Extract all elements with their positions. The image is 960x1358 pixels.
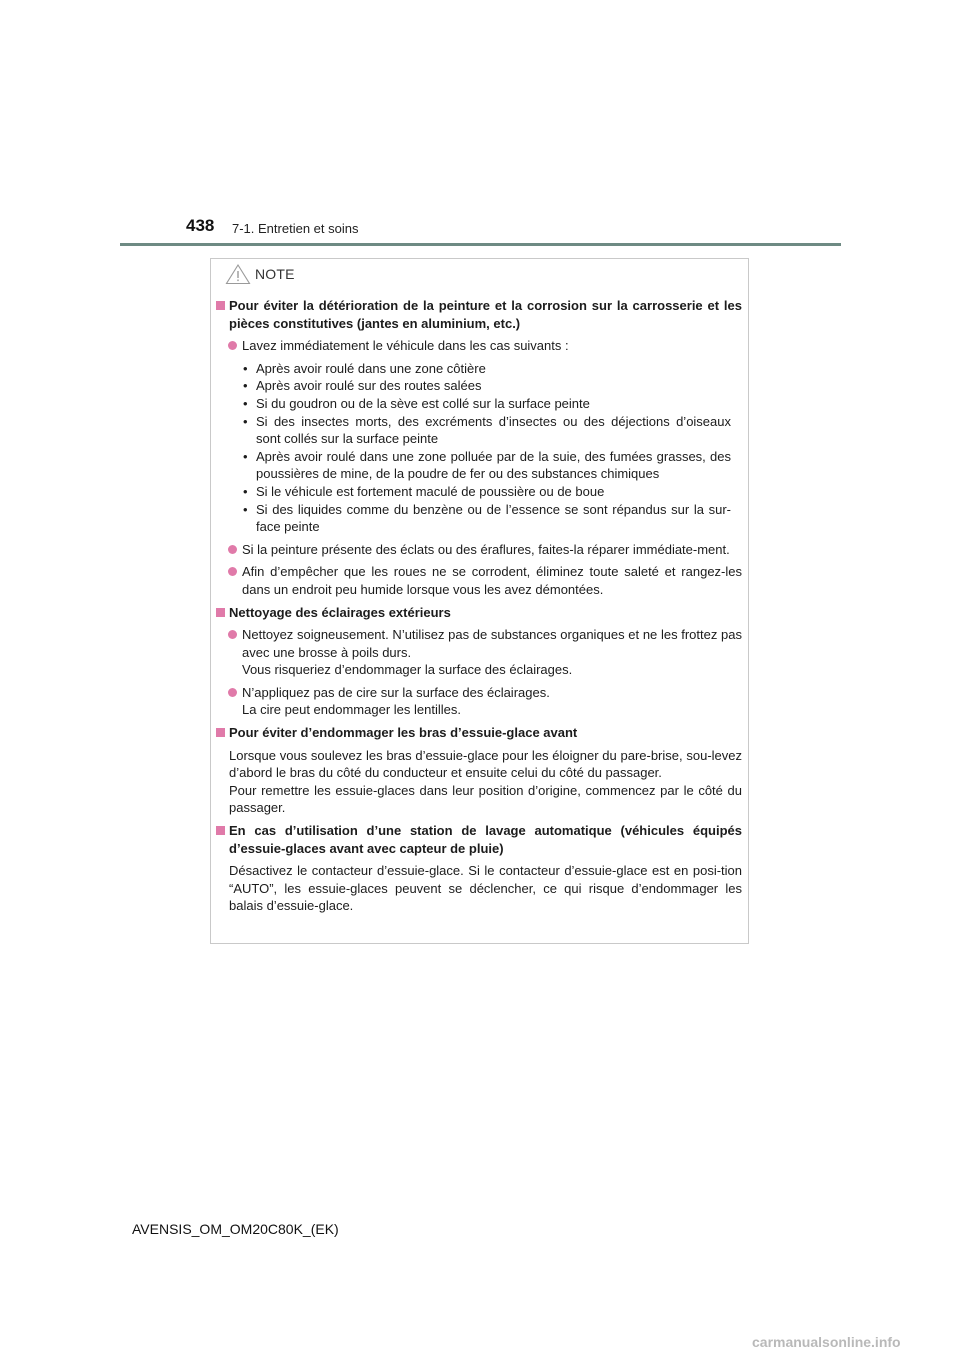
document-code: AVENSIS_OM_OM20C80K_(EK) (132, 1221, 339, 1237)
heading-text: Pour éviter la détérioration de la peinture et la corrosion sur la carrosserie et les pièces constitutives (jantes en aluminium, etc.) (229, 298, 742, 331)
item-text: La cire peut endommager les lentilles. (242, 702, 461, 718)
item-text: N’appliquez pas de cire sur la surface des éclairages. (242, 684, 550, 700)
note-header (225, 263, 295, 285)
section-heading (211, 822, 748, 857)
watermark: carmanualsonline.info (752, 1334, 901, 1350)
bullet-item: • Si le véhicule est fortement maculé de poussière ou de boue (211, 483, 742, 501)
bullet-item: • Si des liquides comme du benzène ou de l’essence se sont répandus sur la sur-face peinte (211, 501, 742, 536)
note-title: NOTE (255, 266, 295, 282)
list-item (211, 563, 748, 598)
bullet-item: • Après avoir roulé sur des routes salées (211, 377, 742, 395)
paragraph-text: Pour remettre les essuie-glaces dans leur position d’origine, commencez par le côté du passager. (229, 782, 742, 816)
item-text: Nettoyez soigneusement. N’utilisez pas de substances organiques et ne les frottez pas avec une brosse à poils durs. (242, 627, 742, 660)
circle-marker-icon (228, 630, 237, 639)
circle-marker-icon (228, 341, 237, 350)
header-rule (120, 243, 841, 246)
item-text: Si la peinture présente des éclats ou des éraflures, faites-la réparer immédiate-ment. (242, 541, 730, 557)
paragraph (211, 747, 748, 817)
bullet-item: • Si du goudron ou de la sève est collé sur la surface peinte (211, 395, 742, 413)
circle-marker-icon (228, 545, 237, 554)
section-heading (211, 724, 748, 742)
item-text: Afin d’empêcher que les roues ne se corrodent, éliminez toute saleté et rangez-les dans un endroit peu humide lorsque vous les avez démontées. (242, 564, 742, 597)
heading-text: Pour éviter d’endommager les bras d’essuie-glace avant (229, 725, 578, 741)
square-marker-icon (216, 608, 225, 617)
bullet-item: • Après avoir roulé dans une zone polluée par de la suie, des fumées grasses, des poussières de mine, de la poudre de fer ou des substances chimiques (211, 448, 742, 483)
bullet-item: • Si des insectes morts, des excréments d’insectes ou des déjections d’oiseaux sont collés sur la surface peinte (211, 413, 742, 448)
section-heading (211, 297, 748, 332)
page-number: 438 (186, 216, 215, 235)
heading-text: En cas d’utilisation d’une station de lavage automatique (véhicules équipés d’essuie-glaces avant avec capteur de pluie) (229, 823, 742, 856)
paragraph (211, 862, 748, 915)
paragraph-text: Lorsque vous soulevez les bras d’essuie-glace pour les éloigner du pare-brise, sou-levez d’abord le bras du côté du conducteur et ensuite celui du côté du passager. (229, 747, 742, 781)
list-item (211, 684, 748, 719)
paragraph-text: Désactivez le contacteur d’essuie-glace. Si le contacteur d’essuie-glace est en posi-tion “AUTO”, les essuie-glaces peuvent se déclencher, ce qui risque d’endommager les balais d’essuie-glace. (229, 863, 742, 914)
bullet-item: • Après avoir roulé dans une zone côtière (211, 360, 742, 378)
square-marker-icon (216, 728, 225, 737)
square-marker-icon (216, 826, 225, 835)
warning-triangle-icon (225, 263, 251, 285)
section-title: 7-1. Entretien et soins (232, 221, 359, 236)
circle-marker-icon (228, 567, 237, 576)
square-marker-icon (216, 301, 225, 310)
list-item (211, 626, 748, 679)
circle-marker-icon (228, 688, 237, 697)
list-item (211, 541, 748, 559)
item-text: Vous risqueriez d’endommager la surface des éclairages. (242, 662, 573, 678)
note-box (210, 258, 749, 944)
note-content (211, 297, 748, 920)
bullet-list (211, 360, 742, 536)
list-item (211, 337, 748, 536)
heading-text: Nettoyage des éclairages extérieurs (229, 604, 451, 620)
item-text: Lavez immédiatement le véhicule dans les cas suivants : (242, 338, 569, 354)
section-heading (211, 604, 748, 622)
